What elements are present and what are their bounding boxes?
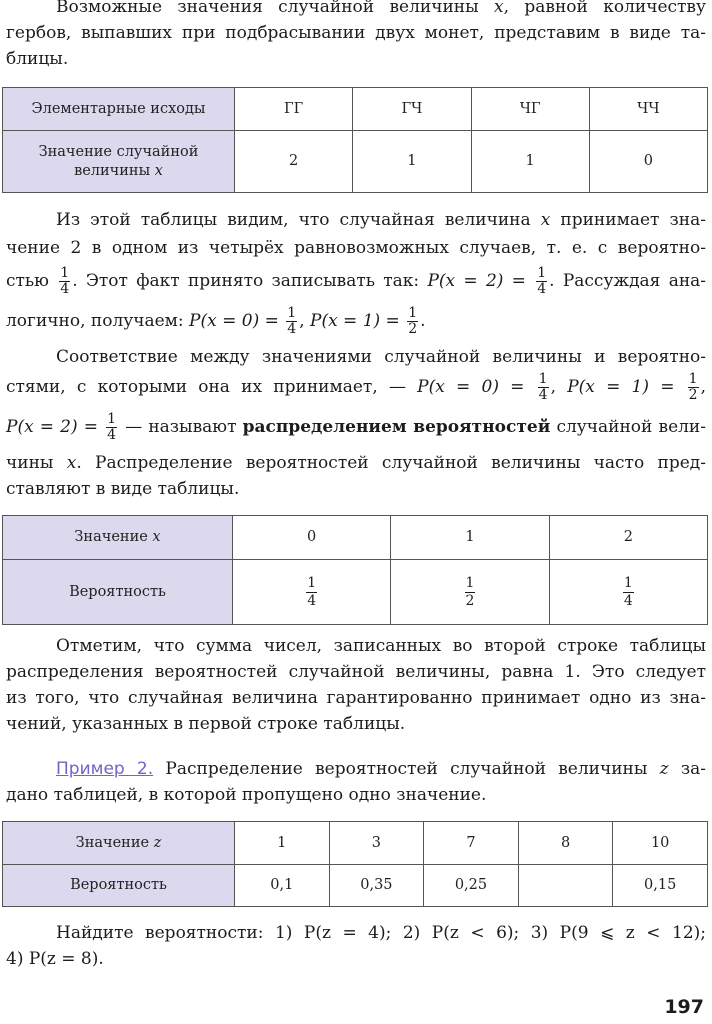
table-header-cell: Значение случайной величины x	[3, 131, 235, 193]
fraction: $\frac{1}{4}$	[537, 265, 547, 297]
fraction: $\frac{1}{4}$	[538, 371, 548, 403]
table-cell: 0,1	[235, 865, 330, 907]
table-cell: ГЧ	[353, 88, 471, 131]
sum-paragraph: Отметим, что сумма чисел, записанных во второй строке таблицы распределения вероятностей случайной величины, равна 1. Это следует из того, что случайная величина гарантированно принимает одно из зна-	[6, 636, 706, 708]
table-cell: 1	[391, 516, 549, 560]
fraction: $\frac{1}{4}$	[307, 574, 317, 609]
fraction: $\frac{1}{4}$	[623, 574, 633, 609]
distribution-paragraph-line-2: стями, с которыми она их принимает, — P(x = 0) = $\frac{1}{4}$ , P(x = 1) = $\frac{1}{2}$ ,	[6, 371, 706, 403]
table-cell: 1	[471, 131, 589, 193]
distribution-paragraph-line-3: P(x = 2) = $\frac{1}{4}$ — называют распределением вероятностей случайной вели-	[6, 411, 707, 443]
task-paragraph: Найдите вероятности: 1) P(z = 4); 2) P(z < 6); 3) P(9 ⩽ z < 12);	[56, 923, 706, 943]
probabilities-row	[3, 560, 708, 625]
table-cell: 0,35	[329, 865, 424, 907]
example-paragraph: Пример 2. Распределение вероятностей случайной величины z за-	[56, 759, 707, 779]
fraction: $\frac{1}{2}$	[465, 574, 475, 609]
table-cell	[233, 560, 391, 625]
task-paragraph-end: 4) P(z = 8).	[6, 949, 104, 969]
outcomes-table	[2, 87, 708, 193]
table-cell: 1	[235, 822, 330, 865]
probabilities-row	[3, 865, 708, 907]
values-row	[3, 131, 708, 193]
explanation-formula-line: стью $\frac{1}{4}$ . Этот факт принято записывать так: P(x = 2) = $\frac{1}{4}$ . Рассуждая ана-	[6, 265, 707, 297]
intro-paragraph: Возможные значения случайной величины x, равной количеству гербов, выпавших при подбрасывании двух монет, представим в виде та-	[6, 0, 707, 43]
table-header-cell: Значение x	[3, 516, 233, 560]
distribution-table	[2, 515, 708, 625]
fraction: $\frac{1}{4}$	[60, 265, 70, 297]
outcomes-row	[3, 88, 708, 131]
table-cell: 2	[549, 516, 707, 560]
table-cell: 3	[329, 822, 424, 865]
example-label: Пример 2.	[56, 759, 154, 779]
fraction: $\frac{1}{2}$	[408, 305, 418, 337]
table-cell: ЧЧ	[589, 88, 707, 131]
intro-paragraph-end: блицы.	[6, 49, 69, 69]
explanation-paragraph: Из этой таблицы видим, что случайная величина x принимает зна- чение 2 в одном из четырёх равновозможных случаев, т. е. с вероятно-	[6, 210, 706, 258]
table-header-cell: Значение z	[3, 822, 235, 865]
table-cell: ГГ	[235, 88, 353, 131]
table-cell	[518, 865, 613, 907]
table-cell: ЧГ	[471, 88, 589, 131]
table-header-cell: Элементарные исходы	[3, 88, 235, 131]
sum-paragraph-end: чений, указанных в первой строке таблицы.	[6, 714, 406, 734]
example-table	[2, 821, 708, 907]
table-cell	[549, 560, 707, 625]
fraction: $\frac{1}{2}$	[688, 371, 698, 403]
table-cell: 10	[613, 822, 708, 865]
distribution-paragraph-line-1: Соответствие между значениями случайной величины и вероятно-	[56, 347, 706, 367]
table-cell: 0,15	[613, 865, 708, 907]
key-term: распределением вероятностей	[242, 417, 551, 437]
values-row	[3, 516, 708, 560]
values-row	[3, 822, 708, 865]
table-cell: 8	[518, 822, 613, 865]
distribution-paragraph-line-4: чины x. Распределение вероятностей случайной величины часто пред-	[6, 453, 706, 473]
table-cell: 0	[589, 131, 707, 193]
table-header-cell: Вероятность	[3, 865, 235, 907]
table-cell	[391, 560, 549, 625]
table-cell: 2	[235, 131, 353, 193]
explanation-formula-line-2: логично, получаем: P(x = 0) = $\frac{1}{4}$ , P(x = 1) = $\frac{1}{2}$ .	[6, 305, 426, 337]
example-paragraph-end: дано таблицей, в которой пропущено одно значение.	[6, 785, 487, 805]
table-cell: 7	[424, 822, 519, 865]
distribution-paragraph-line-5: ставляют в виде таблицы.	[6, 479, 240, 499]
table-cell: 0	[233, 516, 391, 560]
page-number: 197	[664, 996, 704, 1018]
table-header-cell: Вероятность	[3, 560, 233, 625]
fraction: $\frac{1}{4}$	[287, 305, 297, 337]
table-cell: 0,25	[424, 865, 519, 907]
fraction: $\frac{1}{4}$	[107, 411, 117, 443]
table-cell: 1	[353, 131, 471, 193]
